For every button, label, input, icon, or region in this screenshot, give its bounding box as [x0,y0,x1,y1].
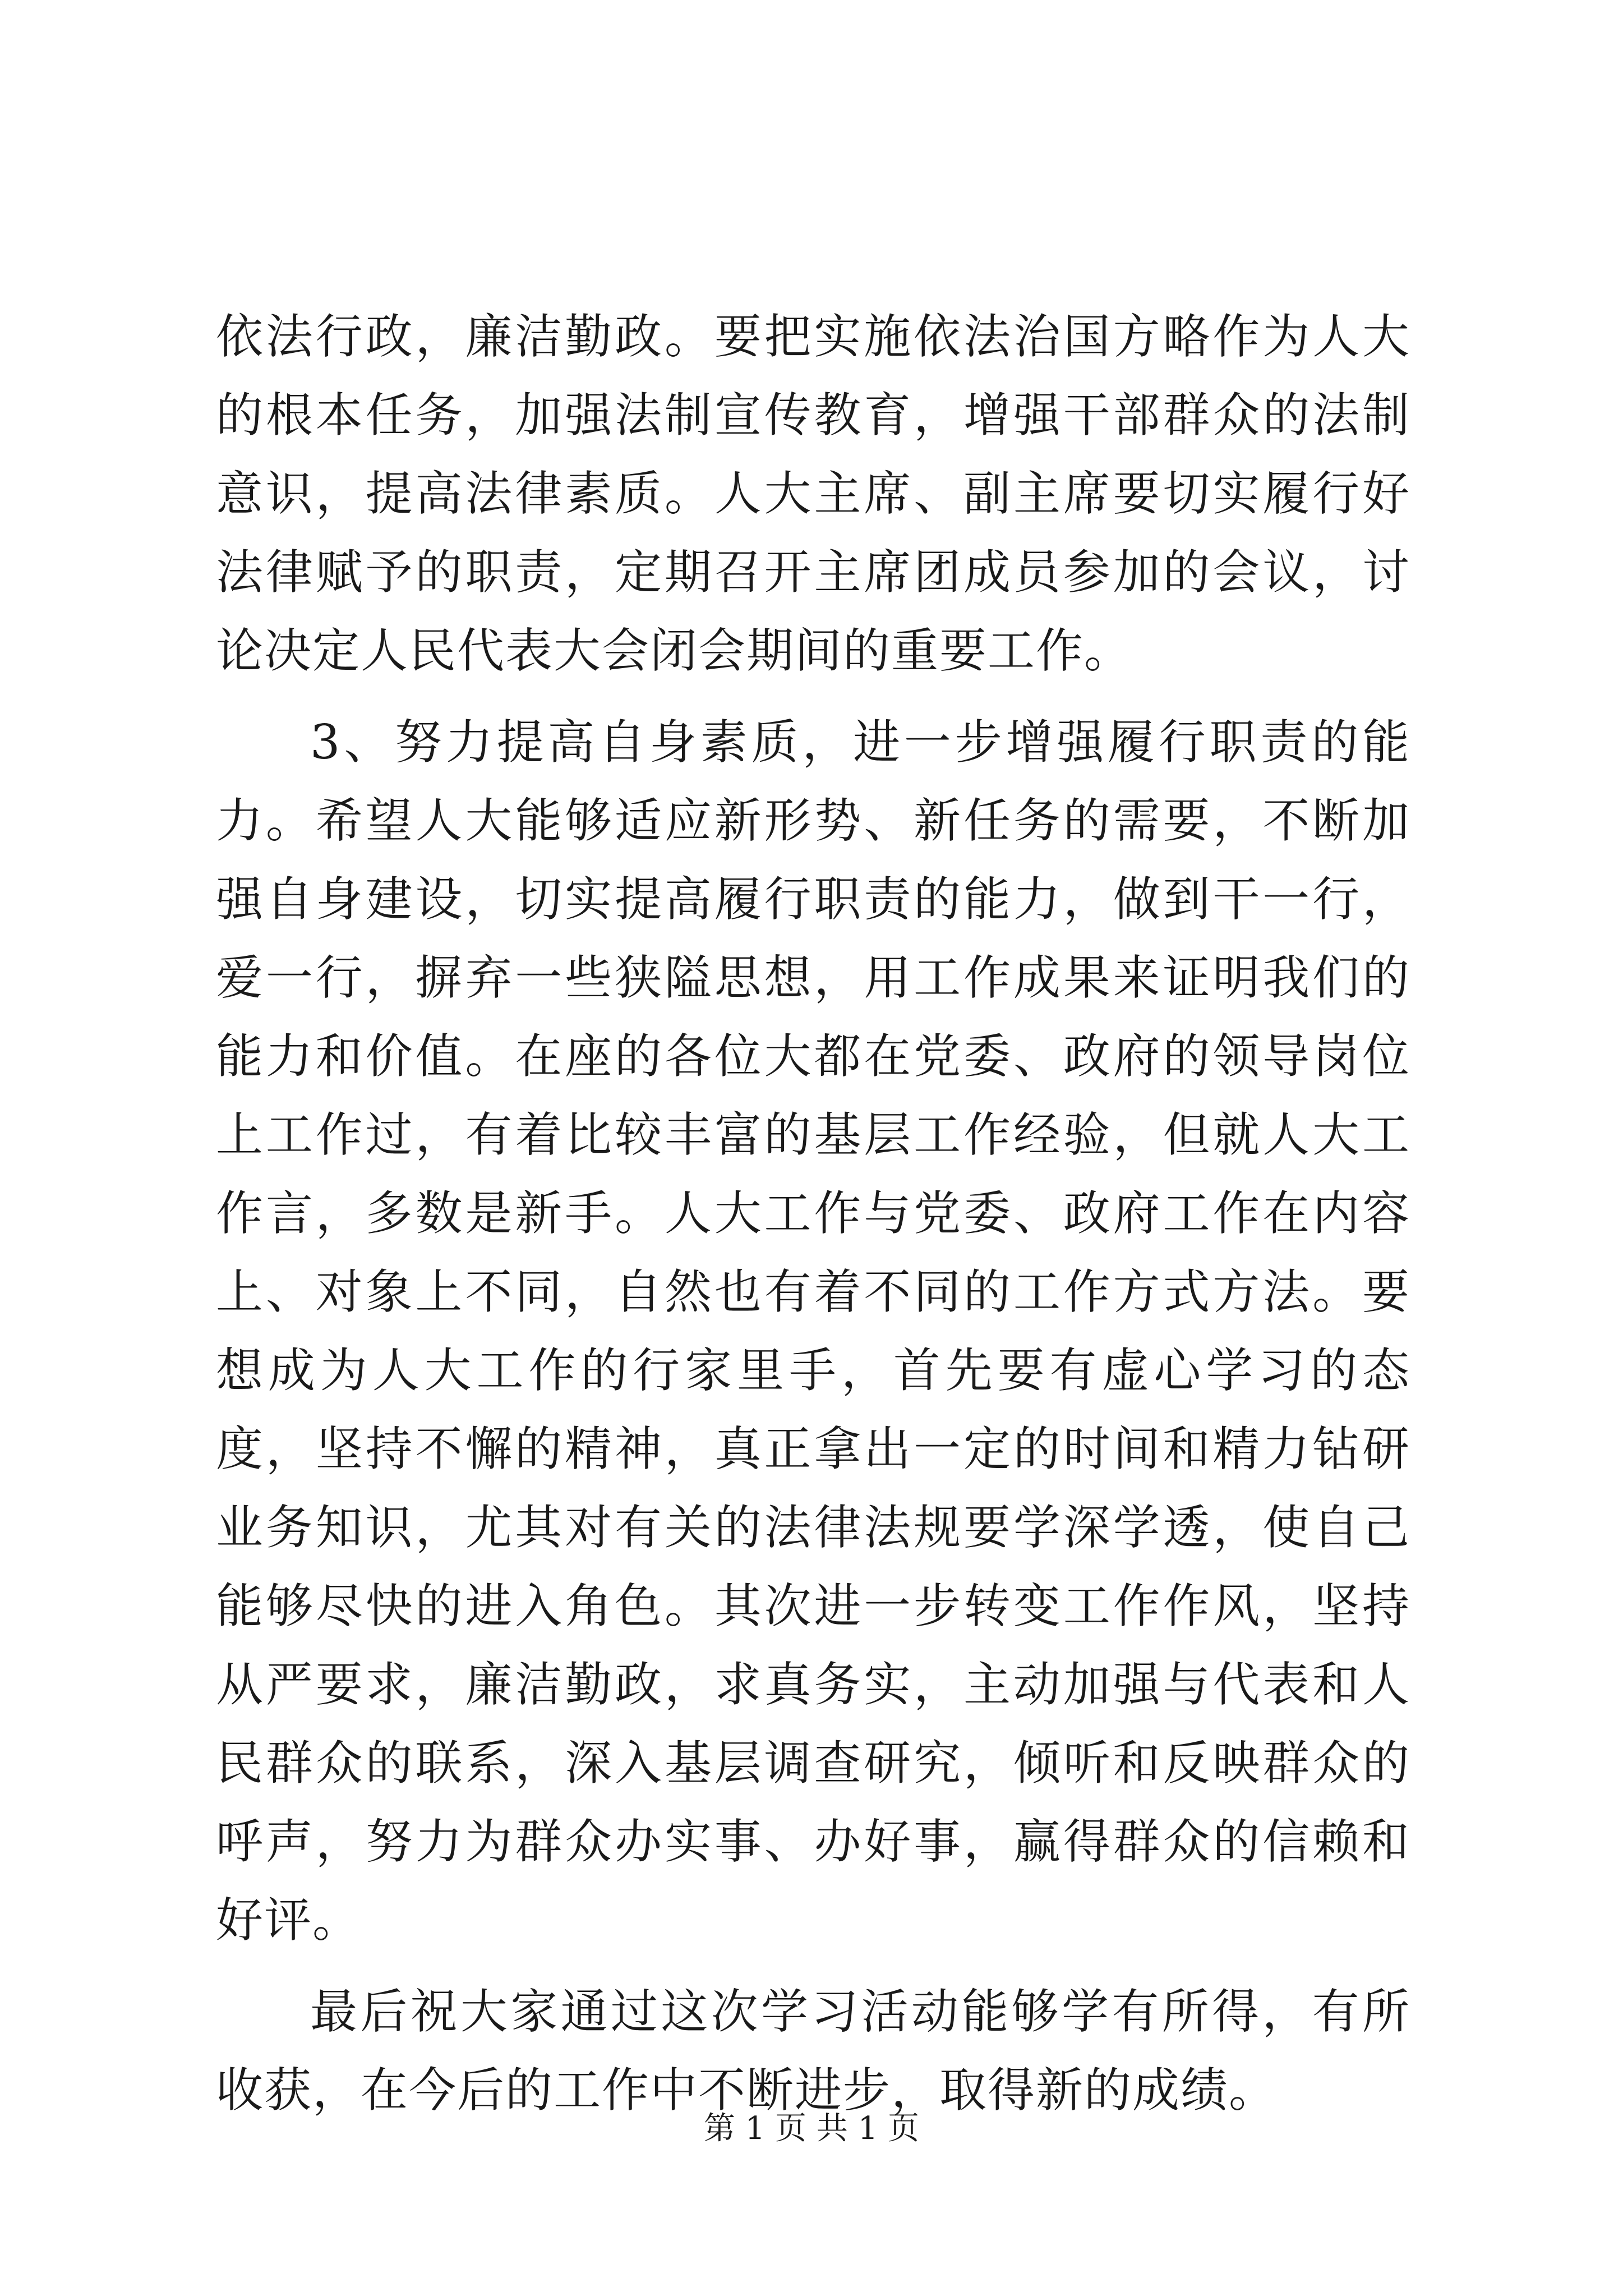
page-footer: 第 1 页 共 1 页 [703,2110,920,2147]
document-body [216,297,1410,2142]
paragraph-continuation: 依法行政，廉洁勤政。要把实施依法治国方略作为人大的根本任务，加强法制宣传教育，增强干部群众的法制意识，提高法律素质。人大主席、副主席要切实履行好法律赋予的职责，定期召开主席团成员参加的会议，讨论决定人民代表大会闭会期间的重要工作。 [216,309,1410,678]
paragraph-point-3: 3、努力提高自身素质，进一步增强履行职责的能力。希望人大能够适应新形势、新任务的需要，不断加强自身建设，切实提高履行职责的能力，做到干一行，爱一行，摒弃一些狭隘思想，用工作成果来证明我们的能力和价值。在座的各位大都在党委、政府的领导岗位上工作过，有着比较丰富的基层工作经验，但就人大工作言，多数是新手。人大工作与党委、政府工作在内容上、对象上不同，自然也有着不同的工作方式方法。要想成为人大工作的行家里手，首先要有虚心学习的态度，坚持不懈的精神，真正拿出一定的时间和精力钻研业务知识，尤其对有关的法律法规要学深学透，使自己能够尽快的进入角色。其次进一步转变工作作风，坚持从严要求，廉洁勤政，求真务实，主动加强与代表和人民群众的联系，深入基层调查研究，倾听和反映群众的呼声，努力为群众办实事、办好事，赢得群众的信赖和好评。 [216,715,1410,1948]
paragraph-closing: 最后祝大家通过这次学习活动能够学有所得，有所收获，在今后的工作中不断进步，取得新的成绩。 [216,1984,1410,2118]
